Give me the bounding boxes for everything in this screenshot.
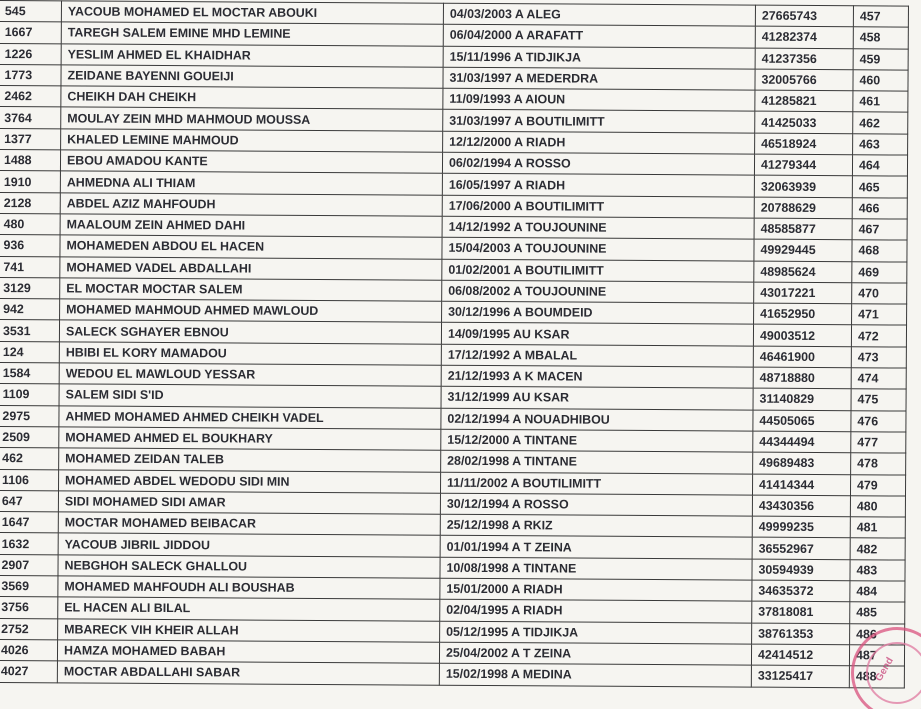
row-number-cell: 461 bbox=[853, 91, 908, 113]
full-name-cell: MBARECK VIH KHEIR ALLAH bbox=[58, 618, 440, 642]
row-id-cell: 462 bbox=[0, 448, 59, 470]
row-id-cell: 3531 bbox=[0, 320, 60, 342]
row-number-cell: 470 bbox=[852, 283, 907, 305]
row-number-cell: 458 bbox=[853, 27, 908, 49]
row-number-cell: 478 bbox=[851, 453, 906, 475]
row-number-cell: 479 bbox=[850, 474, 905, 496]
row-number-cell: 463 bbox=[853, 134, 908, 156]
registry-table-body bbox=[0, 1, 908, 688]
row-id-cell: 942 bbox=[0, 299, 60, 321]
full-name-cell: MOHAMED ABDEL WEDODU SIDI MIN bbox=[59, 469, 441, 493]
phone-number-cell: 43430356 bbox=[752, 495, 850, 517]
phone-number-cell: 43017221 bbox=[754, 282, 852, 304]
phone-number-cell: 33125417 bbox=[751, 665, 849, 687]
birth-date-place-cell: 05/12/1995 A TIDJIKJA bbox=[440, 621, 752, 644]
row-number-cell: 472 bbox=[851, 325, 906, 347]
birth-date-place-cell: 25/04/2002 A T ZEINA bbox=[439, 642, 751, 665]
full-name-cell: EL HACEN ALI BILAL bbox=[58, 597, 440, 621]
phone-number-cell: 27665743 bbox=[755, 5, 853, 27]
phone-number-cell: 49003512 bbox=[753, 325, 851, 347]
row-number-cell: 487 bbox=[849, 645, 904, 667]
full-name-cell: CHEIKH DAH CHEIKH bbox=[61, 86, 443, 110]
row-number-cell: 482 bbox=[850, 538, 905, 560]
row-id-cell: 2752 bbox=[0, 618, 58, 640]
row-number-cell: 465 bbox=[852, 176, 907, 198]
full-name-cell: EL MOCTAR MOCTAR SALEM bbox=[60, 278, 442, 302]
phone-number-cell: 34635372 bbox=[752, 580, 850, 602]
birth-date-place-cell: 15/11/1996 A TIDJIKJA bbox=[443, 46, 755, 69]
birth-date-place-cell: 28/02/1998 A TINTANE bbox=[441, 450, 753, 473]
birth-date-place-cell: 06/04/2000 A ARAFATT bbox=[443, 25, 755, 48]
phone-number-cell: 46461900 bbox=[753, 346, 851, 368]
full-name-cell: MOHAMED MAHFOUDH ALI BOUSHAB bbox=[58, 576, 440, 600]
row-id-cell: 1488 bbox=[0, 150, 61, 172]
full-name-cell: AHMEDNA ALI THIAM bbox=[60, 171, 442, 195]
birth-date-place-cell: 04/03/2003 A ALEG bbox=[443, 3, 755, 26]
phone-number-cell: 41414344 bbox=[752, 474, 850, 496]
phone-number-cell: 41425033 bbox=[755, 112, 853, 134]
phone-number-cell: 48985624 bbox=[754, 261, 852, 283]
full-name-cell: YACOUB JIBRIL JIDDOU bbox=[58, 533, 440, 557]
stamp-text: Gend bbox=[873, 655, 896, 684]
birth-date-place-cell: 14/12/1992 A TOUJOUNINE bbox=[442, 216, 754, 239]
full-name-cell: EBOU AMADOU KANTE bbox=[60, 150, 442, 174]
phone-number-cell: 41237356 bbox=[755, 48, 853, 70]
row-number-cell: 473 bbox=[851, 346, 906, 368]
row-id-cell: 936 bbox=[0, 235, 60, 257]
row-id-cell: 480 bbox=[0, 213, 60, 235]
birth-date-place-cell: 02/04/1995 A RIADH bbox=[440, 600, 752, 623]
birth-date-place-cell: 21/12/1993 A K MACEN bbox=[441, 365, 753, 388]
birth-date-place-cell: 31/03/1997 A MEDERDRA bbox=[443, 67, 755, 90]
row-number-cell: 486 bbox=[850, 623, 905, 645]
row-id-cell: 1109 bbox=[0, 384, 59, 406]
row-id-cell: 1632 bbox=[0, 533, 58, 555]
row-number-cell: 484 bbox=[850, 581, 905, 603]
row-number-cell: 480 bbox=[850, 496, 905, 518]
row-id-cell: 2975 bbox=[0, 405, 59, 427]
birth-date-place-cell: 30/12/1996 A BOUMDEID bbox=[442, 301, 754, 324]
phone-number-cell: 41285821 bbox=[755, 90, 853, 112]
full-name-cell: YACOUB MOHAMED EL MOCTAR ABOUKI bbox=[61, 1, 443, 25]
birth-date-place-cell: 25/12/1998 A RKIZ bbox=[440, 514, 752, 537]
birth-date-place-cell: 01/02/2001 A BOUTILIMITT bbox=[442, 259, 754, 282]
row-id-cell: 1647 bbox=[0, 512, 58, 534]
row-number-cell: 457 bbox=[853, 6, 908, 28]
full-name-cell: MOHAMED MAHMOUD AHMED MAWLOUD bbox=[60, 299, 442, 323]
full-name-cell: MOHAMED ZEIDAN TALEB bbox=[59, 448, 441, 472]
phone-number-cell: 41652950 bbox=[754, 303, 852, 325]
full-name-cell: NEBGHOH SALECK GHALLOU bbox=[58, 555, 440, 579]
row-id-cell: 3756 bbox=[0, 597, 58, 619]
row-id-cell: 1773 bbox=[0, 64, 61, 86]
birth-date-place-cell: 30/12/1994 A ROSSO bbox=[440, 493, 752, 516]
full-name-cell: ABDEL AZIZ MAHFOUDH bbox=[60, 193, 442, 217]
phone-number-cell: 48585877 bbox=[754, 218, 852, 240]
full-name-cell: MOHAMED AHMED EL BOUKHARY bbox=[59, 427, 441, 451]
birth-date-place-cell: 14/09/1995 AU KSAR bbox=[441, 323, 753, 346]
row-number-cell: 462 bbox=[853, 112, 908, 134]
row-id-cell: 4027 bbox=[0, 661, 57, 683]
birth-date-place-cell: 06/02/1994 A ROSSO bbox=[442, 152, 754, 175]
birth-date-place-cell: 17/06/2000 A BOUTILIMITT bbox=[442, 195, 754, 218]
birth-date-place-cell: 31/12/1999 AU KSAR bbox=[441, 387, 753, 410]
full-name-cell: WEDOU EL MAWLOUD YESSAR bbox=[59, 363, 441, 387]
row-id-cell: 1106 bbox=[0, 469, 59, 491]
row-number-cell: 466 bbox=[852, 197, 907, 219]
row-id-cell: 1910 bbox=[0, 171, 60, 193]
full-name-cell: HBIBI EL KORY MAMADOU bbox=[59, 342, 441, 366]
row-id-cell: 1226 bbox=[0, 43, 61, 65]
phone-number-cell: 49929445 bbox=[754, 239, 852, 261]
row-id-cell: 545 bbox=[0, 1, 61, 23]
phone-number-cell: 32005766 bbox=[755, 69, 853, 91]
phone-number-cell: 30594939 bbox=[752, 559, 850, 581]
birth-date-place-cell: 17/12/1992 A MBALAL bbox=[441, 344, 753, 367]
birth-date-place-cell: 02/12/1994 A NOUADHIBOU bbox=[441, 408, 753, 431]
row-id-cell: 1667 bbox=[0, 22, 61, 44]
phone-number-cell: 36552967 bbox=[752, 538, 850, 560]
row-number-cell: 471 bbox=[852, 304, 907, 326]
row-id-cell: 3129 bbox=[0, 277, 60, 299]
phone-number-cell: 49999235 bbox=[752, 516, 850, 538]
row-id-cell: 3569 bbox=[0, 576, 58, 598]
full-name-cell: MAALOUM ZEIN AHMED DAHI bbox=[60, 214, 442, 238]
row-number-cell: 474 bbox=[851, 368, 906, 390]
phone-number-cell: 41279344 bbox=[754, 154, 852, 176]
full-name-cell: TAREGH SALEM EMINE MHD LEMINE bbox=[61, 22, 443, 46]
row-id-cell: 647 bbox=[0, 490, 59, 512]
full-name-cell: MOCTAR ABDALLAHI SABAR bbox=[57, 661, 439, 685]
birth-date-place-cell: 15/12/2000 A TINTANE bbox=[441, 429, 753, 452]
birth-date-place-cell: 01/01/1994 A T ZEINA bbox=[440, 536, 752, 559]
row-number-cell: 477 bbox=[851, 432, 906, 454]
full-name-cell: KHALED LEMINE MAHMOUD bbox=[61, 129, 443, 153]
full-name-cell: AHMED MOHAMED AHMED CHEIKH VADEL bbox=[59, 406, 441, 430]
birth-date-place-cell: 11/11/2002 A BOUTILIMITT bbox=[440, 472, 752, 495]
full-name-cell: ZEIDANE BAYENNI GOUEIJI bbox=[61, 65, 443, 89]
birth-date-place-cell: 31/03/1997 A BOUTILIMITT bbox=[443, 110, 755, 133]
row-id-cell: 2509 bbox=[0, 426, 59, 448]
row-number-cell: 481 bbox=[850, 517, 905, 539]
row-id-cell: 2128 bbox=[0, 192, 60, 214]
row-number-cell: 464 bbox=[852, 155, 907, 177]
row-id-cell: 2907 bbox=[0, 554, 58, 576]
birth-date-place-cell: 06/08/2002 A TOUJOUNINE bbox=[442, 280, 754, 303]
birth-date-place-cell: 16/05/1997 A RIADH bbox=[442, 174, 754, 197]
phone-number-cell: 42414512 bbox=[751, 644, 849, 666]
row-number-cell: 476 bbox=[851, 410, 906, 432]
row-number-cell: 488 bbox=[849, 666, 904, 688]
row-id-cell: 124 bbox=[0, 341, 59, 363]
birth-date-place-cell: 15/01/2000 A RIADH bbox=[440, 578, 752, 601]
full-name-cell: HAMZA MOHAMED BABAH bbox=[57, 640, 439, 664]
phone-number-cell: 44505065 bbox=[753, 410, 851, 432]
phone-number-cell: 41282374 bbox=[755, 26, 853, 48]
row-id-cell: 2462 bbox=[0, 86, 61, 108]
row-id-cell: 1377 bbox=[0, 128, 61, 150]
row-id-cell: 741 bbox=[0, 256, 60, 278]
row-id-cell: 3764 bbox=[0, 107, 61, 129]
phone-number-cell: 31140829 bbox=[753, 388, 851, 410]
row-number-cell: 475 bbox=[851, 389, 906, 411]
full-name-cell: SALECK SGHAYER EBNOU bbox=[59, 320, 441, 344]
birth-date-place-cell: 10/08/1998 A TINTANE bbox=[440, 557, 752, 580]
full-name-cell: SALEM SIDI S'ID bbox=[59, 384, 441, 408]
row-number-cell: 483 bbox=[850, 559, 905, 581]
row-number-cell: 467 bbox=[852, 219, 907, 241]
row-number-cell: 468 bbox=[852, 240, 907, 262]
phone-number-cell: 49689483 bbox=[753, 452, 851, 474]
phone-number-cell: 44344494 bbox=[753, 431, 851, 453]
birth-date-place-cell: 15/04/2003 A TOUJOUNINE bbox=[442, 237, 754, 260]
phone-number-cell: 32063939 bbox=[754, 175, 852, 197]
full-name-cell: MOULAY ZEIN MHD MAHMOUD MOUSSA bbox=[61, 107, 443, 131]
row-id-cell: 1584 bbox=[0, 363, 59, 385]
row-number-cell: 469 bbox=[852, 261, 907, 283]
phone-number-cell: 38761353 bbox=[752, 623, 850, 645]
full-name-cell: MOCTAR MOHAMED BEIBACAR bbox=[58, 512, 440, 536]
row-number-cell: 459 bbox=[853, 48, 908, 70]
row-number-cell: 485 bbox=[850, 602, 905, 624]
full-name-cell: MOHAMED VADEL ABDALLAHI bbox=[60, 256, 442, 280]
phone-number-cell: 46518924 bbox=[755, 133, 853, 155]
full-name-cell: SIDI MOHAMED SIDI AMAR bbox=[58, 491, 440, 515]
birth-date-place-cell: 12/12/2000 A RIADH bbox=[443, 131, 755, 154]
phone-number-cell: 37818081 bbox=[752, 601, 850, 623]
row-number-cell: 460 bbox=[853, 70, 908, 92]
birth-date-place-cell: 11/09/1993 A AIOUN bbox=[443, 88, 755, 111]
full-name-cell: MOHAMEDEN ABDOU EL HACEN bbox=[60, 235, 442, 259]
phone-number-cell: 48718880 bbox=[753, 367, 851, 389]
row-id-cell: 4026 bbox=[0, 639, 58, 661]
phone-number-cell: 20788629 bbox=[754, 197, 852, 219]
full-name-cell: YESLIM AHMED EL KHAIDHAR bbox=[61, 43, 443, 67]
birth-date-place-cell: 15/02/1998 A MEDINA bbox=[439, 663, 751, 686]
